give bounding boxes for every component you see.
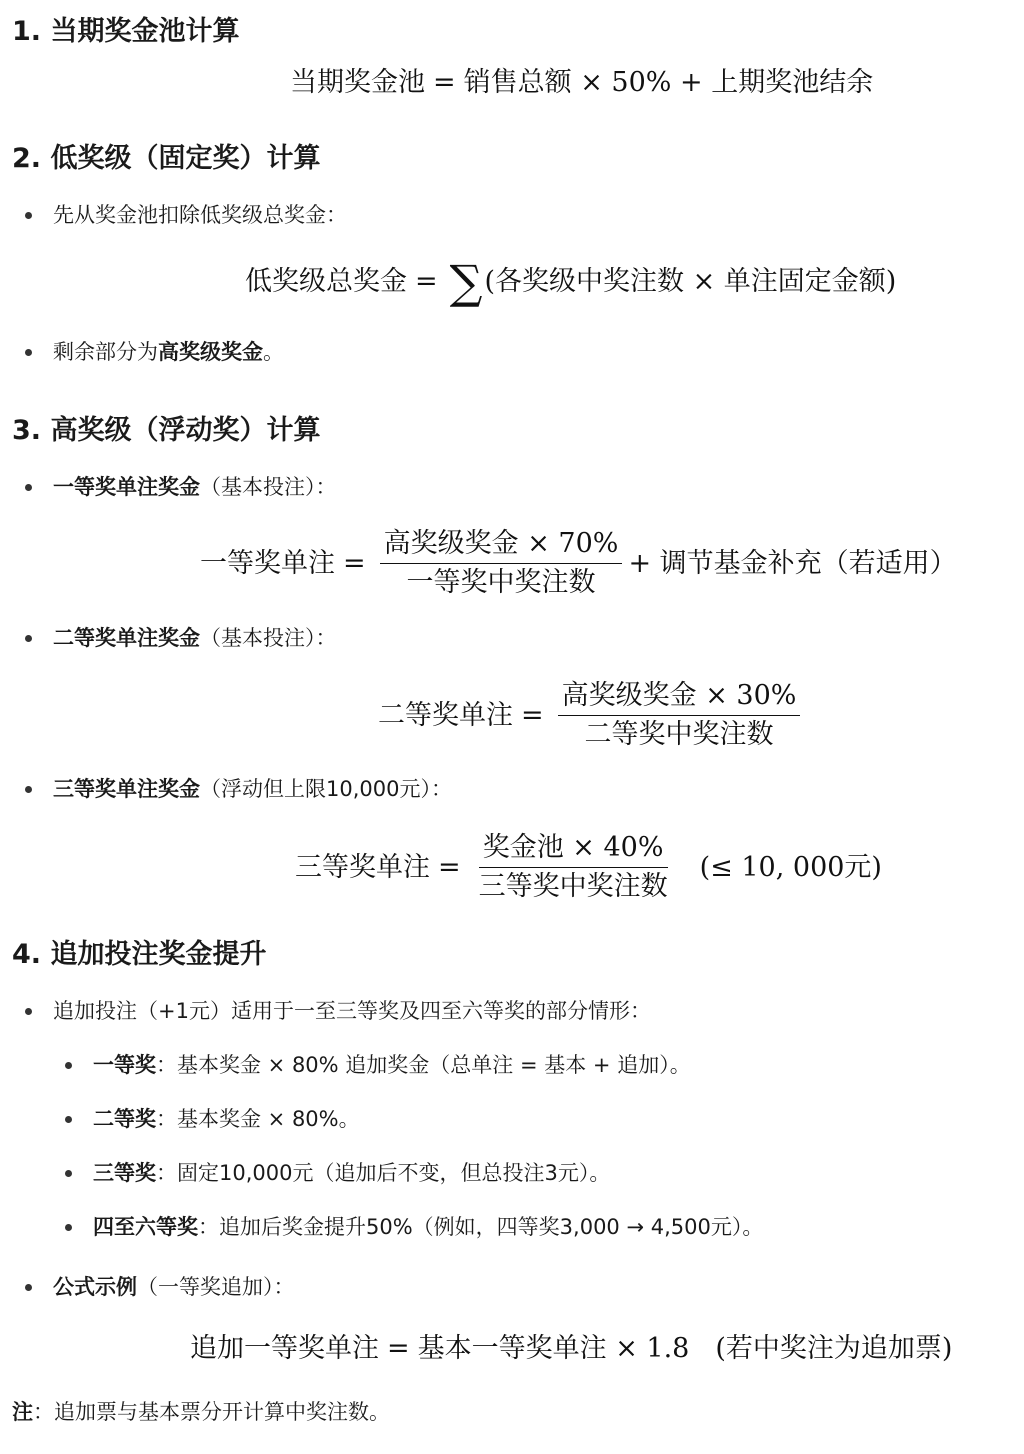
sub-list-item — [93, 1104, 360, 1134]
list-item-text: ：追加后奖金提升50%（例如，四等奖3,000 → 4,500元）。 — [198, 1215, 764, 1239]
formula-lhs: 二等奖单注 — [378, 699, 513, 731]
fraction-numerator: 奖金池 × 40% — [479, 831, 668, 868]
list-item-text: （基本投注）： — [200, 475, 337, 499]
bullet-icon — [65, 1170, 72, 1177]
bullet-icon — [65, 1062, 72, 1069]
footnote — [12, 1397, 390, 1427]
formula-lhs: 追加一等奖单注 — [190, 1333, 379, 1364]
equals-sign: = — [415, 266, 438, 297]
equals-sign: = — [521, 699, 544, 731]
list-item-text: 先从奖金池扣除低奖级总奖金： — [53, 203, 347, 227]
section-heading-3: 3. 高奖级（浮动奖）计算 — [12, 415, 321, 446]
fraction-numerator: 高奖级奖金 × 30% — [558, 679, 801, 716]
bullet-icon — [25, 212, 32, 219]
list-item — [53, 1272, 295, 1302]
formula-low-tier-total — [245, 255, 897, 309]
fraction-denominator: 三等奖中奖注数 — [478, 871, 668, 902]
fraction-denominator: 二等奖中奖注数 — [584, 719, 774, 750]
formula-rhs: (各奖级中奖注数 × 单注固定金额) — [484, 266, 897, 297]
bullet-icon — [25, 1008, 32, 1015]
fraction — [380, 527, 623, 600]
list-item-bold: 三等奖 — [93, 1161, 156, 1185]
formula-rhs: 基本一等奖单注 × 1.8 — [417, 1333, 690, 1364]
bullet-icon — [65, 1116, 72, 1123]
equals-sign: = — [343, 547, 366, 579]
list-item-text: （浮动但上限10,000元）： — [200, 777, 452, 801]
formula-first-prize — [200, 527, 957, 600]
formula-second-prize — [378, 679, 806, 752]
list-item-text: （基本投注）： — [200, 626, 337, 650]
fraction-numerator: 高奖级奖金 × 70% — [380, 527, 623, 564]
bullet-icon — [25, 635, 32, 642]
bullet-icon — [65, 1224, 72, 1231]
list-item-bold: 三等奖单注奖金 — [53, 777, 200, 801]
section-heading-1: 1. 当期奖金池计算 — [12, 16, 240, 47]
sub-list-item — [93, 1158, 610, 1188]
bullet-icon — [25, 349, 32, 356]
list-item — [53, 200, 347, 230]
equals-sign: = — [433, 67, 456, 98]
formula-rhs: 销售总额 × 50% + 上期奖池结余 — [463, 67, 874, 98]
list-item — [53, 623, 337, 653]
equals-sign: = — [438, 851, 461, 883]
list-item-bold: 高奖级奖金 — [158, 340, 263, 364]
list-item-text: 追加投注（+1元）适用于一至三等奖及四至六等奖的部分情形： — [53, 999, 651, 1023]
formula-current-pool — [290, 66, 873, 100]
fraction — [475, 831, 672, 904]
bullet-icon — [25, 1284, 32, 1291]
section-heading-2: 2. 低奖级（固定奖）计算 — [12, 143, 321, 174]
list-item-bold: 一等奖单注奖金 — [53, 475, 200, 499]
formula-tail: + 调节基金补充（若适用） — [628, 547, 957, 579]
list-item — [53, 996, 651, 1026]
list-item — [53, 472, 337, 502]
list-item-bold: 公式示例 — [53, 1275, 137, 1299]
list-item-text: ：固定10,000元（追加后不变，但总投注3元）。 — [156, 1161, 611, 1185]
sub-list-item — [93, 1212, 763, 1242]
bullet-icon — [25, 786, 32, 793]
list-item-bold: 四至六等奖 — [93, 1215, 198, 1239]
list-item-bold: 二等奖单注奖金 — [53, 626, 200, 650]
formula-lhs: 当期奖金池 — [290, 67, 425, 98]
bullet-icon — [25, 484, 32, 491]
equals-sign: = — [387, 1333, 410, 1364]
fraction — [558, 679, 801, 752]
list-item-prefix: 剩余部分为 — [53, 340, 158, 364]
list-item — [53, 337, 284, 367]
list-item-text: ：基本奖金 × 80%。 — [156, 1107, 360, 1131]
footnote-text: ：追加票与基本票分开计算中奖注数。 — [33, 1400, 390, 1424]
formula-lhs: 低奖级总奖金 — [245, 266, 407, 297]
list-item-text: （一等奖追加）： — [137, 1275, 295, 1299]
section-heading-4: 4. 追加投注奖金提升 — [12, 939, 267, 970]
formula-add-on-first-prize — [190, 1332, 952, 1366]
summation-icon: ∑ — [449, 255, 483, 309]
formula-tail: (≤ 10, 000元) — [699, 851, 882, 883]
list-item — [53, 774, 452, 804]
footnote-label: 注 — [12, 1400, 33, 1424]
sub-list-item — [93, 1050, 691, 1080]
formula-lhs: 三等奖单注 — [295, 851, 430, 883]
list-item-bold: 一等奖 — [93, 1053, 156, 1077]
formula-lhs: 一等奖单注 — [200, 547, 335, 579]
formula-tail: (若中奖注为追加票) — [715, 1333, 953, 1364]
fraction-denominator: 一等奖中奖注数 — [406, 567, 596, 598]
list-item-bold: 二等奖 — [93, 1107, 156, 1131]
list-item-suffix: 。 — [263, 340, 284, 364]
formula-third-prize — [295, 831, 882, 904]
list-item-text: ：基本奖金 × 80% 追加奖金（总单注 = 基本 + 追加）。 — [156, 1053, 691, 1077]
